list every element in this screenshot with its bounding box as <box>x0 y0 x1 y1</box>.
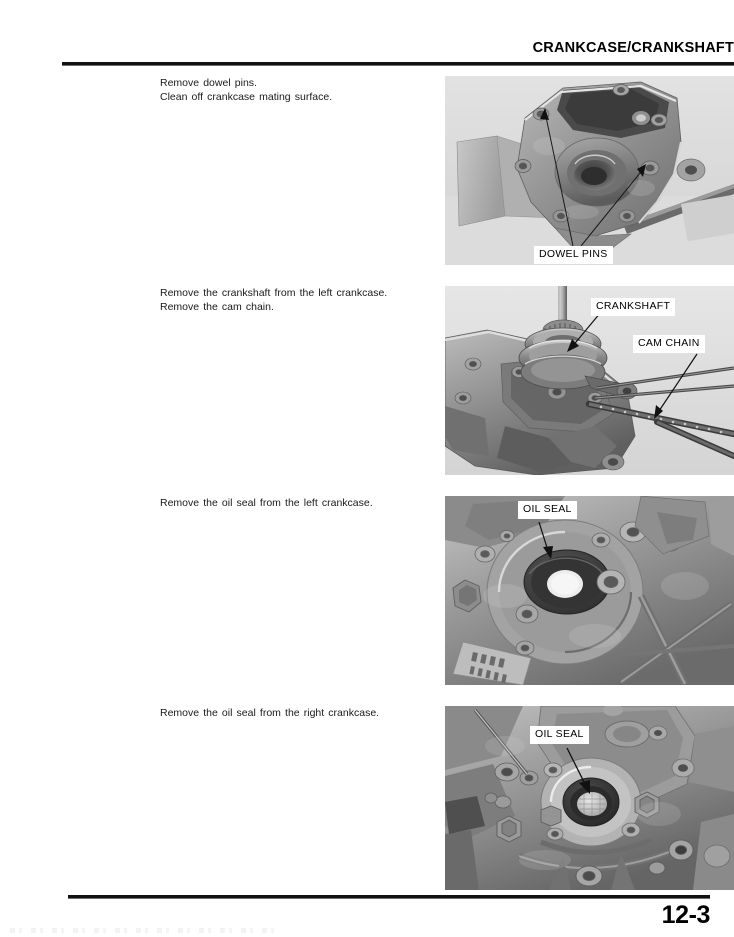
instruction-line: Remove the oil seal from the left crankcase. <box>160 497 373 509</box>
callout-oil-seal-right: OIL SEAL <box>530 726 589 744</box>
footer-text-fragment <box>10 928 280 933</box>
instruction-line: Clean off crankcase mating surface. <box>160 91 333 103</box>
step-instruction-text <box>160 286 435 314</box>
step-instruction-text <box>160 706 435 720</box>
callout-oil-seal-left: OIL SEAL <box>518 501 577 519</box>
figure-oil-seal-left <box>445 496 734 685</box>
callout-cam-chain: CAM CHAIN <box>633 335 705 353</box>
figure-oil-seal-left-image <box>445 496 734 685</box>
figure-dowel-pins <box>445 76 734 265</box>
instruction-line: Remove the crankshaft from the left crankcase. <box>160 287 388 299</box>
page-header <box>0 0 734 66</box>
instruction-line: Remove the oil seal from the right crankcase. <box>160 707 380 719</box>
figure-oil-seal-right <box>445 706 734 890</box>
figure-oil-seal-right-image <box>445 706 734 890</box>
callout-crankshaft: CRANKSHAFT <box>591 298 675 316</box>
header-divider <box>62 62 734 66</box>
page-title: CRANKCASE/CRANKSHAFT <box>532 40 734 56</box>
callout-dowel-pins: DOWEL PINS <box>534 246 613 264</box>
step-instruction-text <box>160 496 435 510</box>
instruction-line: Remove the cam chain. <box>160 301 274 313</box>
figure-crankshaft <box>445 286 734 475</box>
footer-divider <box>68 895 710 899</box>
page-number: 12-3 <box>661 901 710 929</box>
figure-dowel-pins-image <box>445 76 734 265</box>
figure-crankshaft-image <box>445 286 734 475</box>
instruction-line: Remove dowel pins. <box>160 77 257 89</box>
step-instruction-text <box>160 76 435 104</box>
